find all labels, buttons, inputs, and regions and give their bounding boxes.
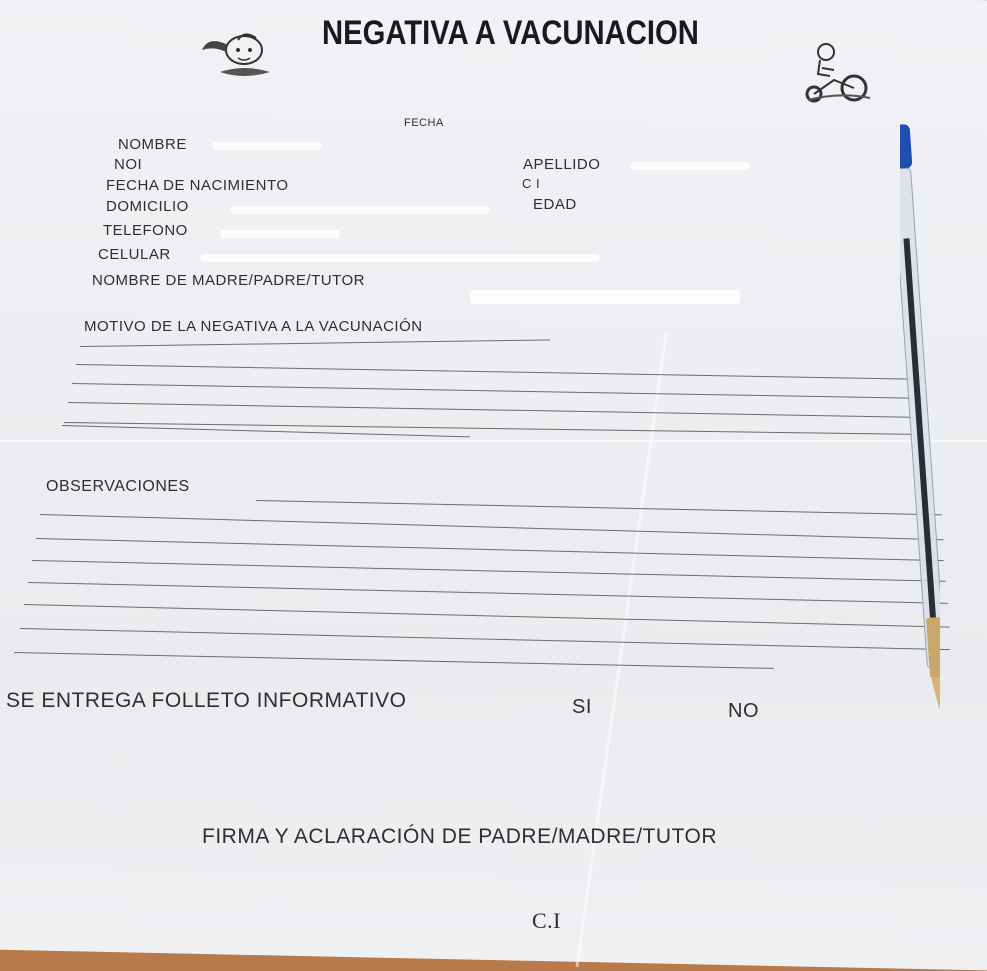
edad-label: EDAD (533, 196, 577, 213)
domicilio-label: DOMICILIO (106, 198, 189, 215)
child-face-clipart-icon (198, 28, 282, 80)
form-title: NEGATIVA A VACUNACION (322, 14, 699, 52)
ci-label: C I (522, 176, 541, 191)
child-on-tricycle-clipart-icon (800, 40, 876, 106)
telefono-redacted-value (220, 230, 340, 238)
domicilio-redacted-value (230, 206, 490, 214)
apellido-redacted-value (630, 162, 750, 170)
tutor-label: NOMBRE DE MADRE/PADRE/TUTOR (92, 272, 365, 289)
si-option: SI (572, 696, 592, 718)
ballpoint-pen-icon (900, 118, 940, 718)
paper-fold-horizontal (0, 440, 987, 442)
nombre-label: NOMBRE (118, 136, 187, 153)
firma-label: FIRMA Y ACLARACIÓN DE PADRE/MADRE/TUTOR (202, 825, 718, 848)
observaciones-label: OBSERVACIONES (46, 478, 190, 495)
folleto-label: SE ENTREGA FOLLETO INFORMATIVO (6, 689, 407, 712)
tutor-redacted-value (470, 290, 740, 304)
fecha-label: FECHA (404, 117, 444, 129)
ci-footer-label: C.I (532, 908, 561, 933)
telefono-label: TELEFONO (103, 222, 188, 239)
fecha-nacimiento-label: FECHA DE NACIMIENTO (106, 177, 289, 194)
noi-label: NOI (114, 156, 143, 173)
celular-redacted-value (200, 254, 600, 262)
celular-label: CELULAR (98, 246, 171, 263)
apellido-label: APELLIDO (523, 156, 601, 173)
motivo-label: MOTIVO DE LA NEGATIVA A LA VACUNACIÓN (84, 318, 423, 335)
no-option: NO (728, 700, 759, 722)
nombre-redacted-value (212, 142, 322, 150)
